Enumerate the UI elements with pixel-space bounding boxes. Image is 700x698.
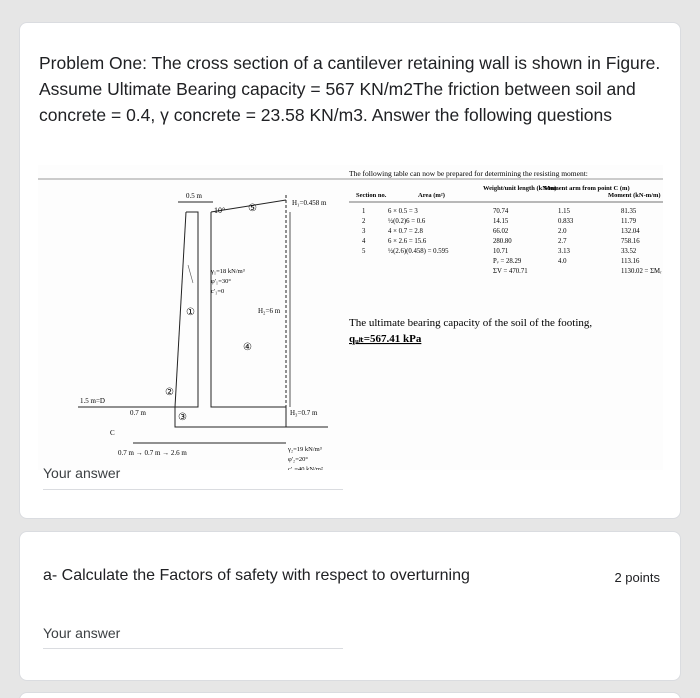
question-card-3 (19, 692, 681, 698)
th-area: Area (m²) (418, 192, 445, 199)
table-body (362, 208, 662, 275)
table-cell: 10.71 (493, 248, 509, 255)
table-cell: 6 × 2.6 = 15.6 (388, 238, 427, 245)
base-dims-label: 0.7 m → 0.7 m → 2.6 m (118, 449, 187, 457)
answer-placeholder: Your answer (43, 625, 121, 641)
th-weight: Weight/unit length (kN/m) (483, 185, 557, 192)
arrow-mark (188, 265, 193, 283)
table-cell: Pᵥ = 28.29 (493, 258, 522, 265)
soil1-c: c'₁=0 (211, 288, 225, 295)
point-c-label: C (110, 429, 115, 437)
dim-top-label: 0.5 m (186, 192, 202, 200)
table-cell: 14.15 (493, 218, 509, 225)
answer-input-line[interactable] (43, 489, 343, 490)
soil1-gamma: γ₁=18 kN/m³ (211, 268, 245, 275)
soil2-c: c'₂=40 kN/m² (288, 466, 323, 470)
th-section: Section no. (356, 192, 387, 199)
h3-label: H₃=0.7 m (290, 409, 318, 417)
bearing-text: The ultimate bearing capacity of the soil of the footing, (349, 317, 593, 329)
table-cell: 11.79 (621, 218, 637, 225)
h1-label: H₁=0.458 m (292, 199, 327, 207)
circle-4-label: ④ (243, 342, 252, 353)
table-cell: 0.833 (558, 218, 574, 225)
table-cell: 1130.02 = ΣMᵣ (621, 268, 662, 275)
dim-07-label: 0.7 m (130, 409, 146, 417)
table-cell: 1.15 (558, 208, 570, 215)
th-moment: Moment (kN-m/m) (608, 192, 661, 199)
d-label: 1.5 m=D (80, 397, 105, 405)
table-cell: 280.80 (493, 238, 512, 245)
bearing-value: qᵤₗₜ=567.41 kPa (349, 333, 422, 345)
table-header (356, 185, 661, 199)
h2-label: H₂=6 m (258, 307, 281, 315)
table-cell: 132.04 (621, 228, 640, 235)
table-cell: 5 (362, 248, 366, 255)
table-cell: 758.16 (621, 238, 640, 245)
table-caption: The following table can now be prepared for determining the resisting moment: (349, 169, 588, 178)
table-cell: 2.7 (558, 238, 567, 245)
table-cell: 81.35 (621, 208, 637, 215)
retaining-wall-diagram (38, 165, 663, 470)
circle-3-label: ③ (178, 412, 187, 423)
table-cell: 6 × 0.5 = 3 (388, 208, 418, 215)
table-cell: 2.0 (558, 228, 567, 235)
table-cell: ½(0.2)6 = 0.6 (388, 218, 426, 225)
circle-2-label: ② (165, 387, 174, 398)
table-cell: 4.0 (558, 258, 567, 265)
table-cell: 4 × 0.7 = 2.8 (388, 228, 423, 235)
soil2-phi: φ'₂=20° (288, 456, 308, 463)
th-moment-arm: Moment arm from point C (m) (544, 185, 630, 192)
answer-input-line[interactable] (43, 648, 343, 649)
table-cell: 66.02 (493, 228, 509, 235)
angle-label: 10° (214, 206, 226, 215)
question-title: Problem One: The cross section of a cantilever retaining wall is shown in Figure. Assume Ultimate Bearing capacity = 567 KN/m2The friction between soil and concrete = 0.4, γ concrete = 23.58 KN/m3. Answer the following questions (39, 53, 661, 125)
soil1-phi: φ'₁=30° (211, 278, 231, 285)
circle-1-label: ① (186, 307, 195, 318)
soil2-gamma: γ₂=19 kN/m³ (288, 446, 322, 453)
question-2-title: a- Calculate the Factors of safety with respect to overturning (43, 567, 470, 584)
circle-5-label: ⑤ (248, 203, 257, 214)
table-cell: 33.52 (621, 248, 637, 255)
table-cell: 1 (362, 208, 366, 215)
table-cell: 4 (362, 238, 366, 245)
table-cell: ½(2.6)(0.458) = 0.595 (388, 248, 449, 255)
question-card-1 (19, 22, 681, 519)
table-cell: 113.16 (621, 258, 640, 265)
question-card-2 (19, 531, 681, 681)
problem-figure (38, 165, 663, 470)
table-cell: 3.13 (558, 248, 570, 255)
points-label: 2 points (614, 570, 660, 585)
answer-placeholder: Your answer (43, 465, 121, 481)
table-cell: 2 (362, 218, 366, 225)
wall-outline (175, 212, 286, 427)
table-cell: 3 (362, 228, 366, 235)
table-cell: ΣV = 470.71 (493, 268, 528, 275)
table-cell: 70.74 (493, 208, 509, 215)
stem-batter-line (175, 212, 186, 407)
